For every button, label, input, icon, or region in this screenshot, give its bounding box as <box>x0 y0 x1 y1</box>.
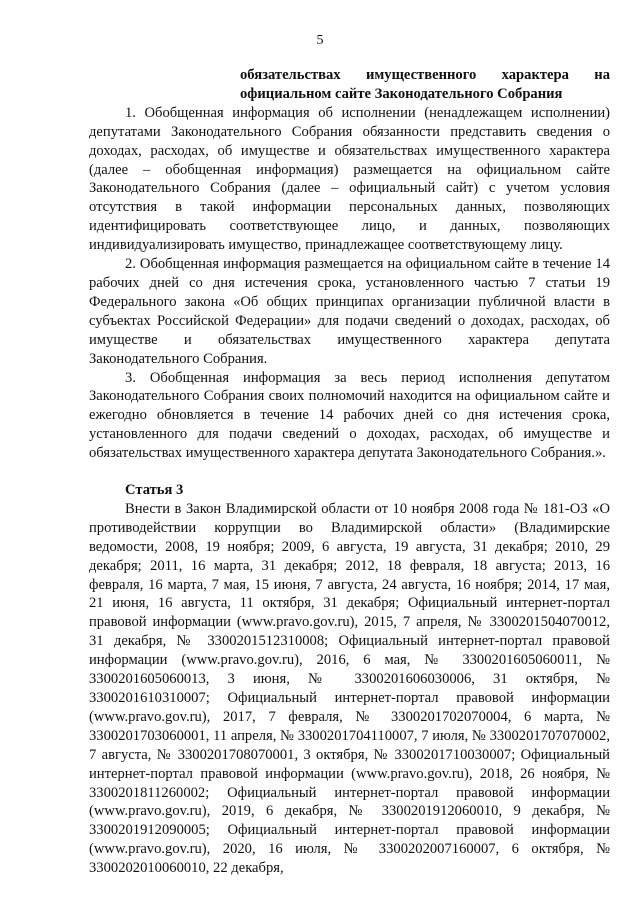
article-heading: Статья 3 <box>125 482 184 499</box>
paragraph-3: 3. Обобщенная информация за весь период исполнения депутатом Законодательного Собрания своих полномочий находится на официальном сайте и ежегодно обновляется в течение 14 рабочих дней со дня истечения срока, установленного для подачи сведений о доходах, расходах, об имуществе и обязательствах имущественного характера депутата Законодательного Собрания.». <box>89 369 610 462</box>
paragraph-1: 1. Обобщенная информация об исполнении (ненадлежащем исполнении) депутатами Законодательного Собрания обязанности представить сведения о доходах, расходах, об имуществе и обязательствах имущественного характера (далее – обобщенная информация) размещается на официальном сайте Законодательного Собрания (далее – официальный сайт) с учетом условия отсутствия в такой информации персональных данных, позволяющих идентифицировать соответствующее лицо, и данных, позволяющих индивидуализировать имущество, принадлежащее соответствующему лицу. <box>89 104 610 254</box>
section-title <box>89 66 610 104</box>
document-body <box>89 66 610 878</box>
page-number: 5 <box>316 33 324 48</box>
section-title-line-2: официальном сайте Законодательного Собрания <box>240 85 563 102</box>
section-title-line-1: обязательствах имущественного характера на <box>240 67 610 83</box>
paragraph-2: 2. Обобщенная информация размещается на официальном сайте в течение 14 рабочих дней со дня истечения срока, установленного частью 7 статьи 19 Федерального закона «Об общих принципах организации публичной власти в субъектах Российской Федерации» для подачи сведений о доходах, расходах, об имуществе и обязательствах имущественного характера депутата Законодательного Собрания. <box>89 256 610 367</box>
article-paragraph: Внести в Закон Владимирской области от 10 ноября 2008 года № 181-ОЗ «О противодействии коррупции во Владимирской области» (Владимирские ведомости, 2008, 19 ноября; 2009, 6 августа, 19 августа, 31 декабря; 2010, 29 декабря; 2011, 16 марта, 31 декабря; 2012, 18 февраля, 18 августа; 2013, 16 февраля, 16 марта, 7 мая, 15 июня, 7 августа, 24 августа, 16 ноября; 2014, 17 мая, 21 июня, 16 августа, 11 октября, 31 декабря; Официальный интернет-портал правовой информации (www.pravo.gov.ru), 2015, 7 апреля, № 3300201504070012, 31 декабря, № 3300201512310008; Официальный интернет-портал правовой информации (www.pravo.gov.ru), 2016, 6 мая, № 3300201605060011, № 3300201605060013, 3 июня, № 3300201606030006, 31 октября, № 3300201610310007; Официальный интернет-портал правовой информации (www.pravo.gov.ru), 2017, 7 февраля, № 3300201702070004, 6 марта, № 3300201703060001, 11 апреля, № 3300201704110007, 7 июля, № 3300201707070002, 7 августа, № 3300201708070001, 3 октября, № 3300201710030007; Официальный интернет-портал правовой информации (www.pravo.gov.ru), 2018, 26 ноября, № 3300201811260002; Официальный интернет-портал правовой информации (www.pravo.gov.ru), 2019, 6 декабря, № 3300201912060010, 9 декабря, № 3300201912090005; Официальный интернет-портал правовой информации (www.pravo.gov.ru), 2020, 16 июля, № 3300202007160007, 6 октября, № 3300202010060010, 22 декабря, <box>89 500 610 877</box>
